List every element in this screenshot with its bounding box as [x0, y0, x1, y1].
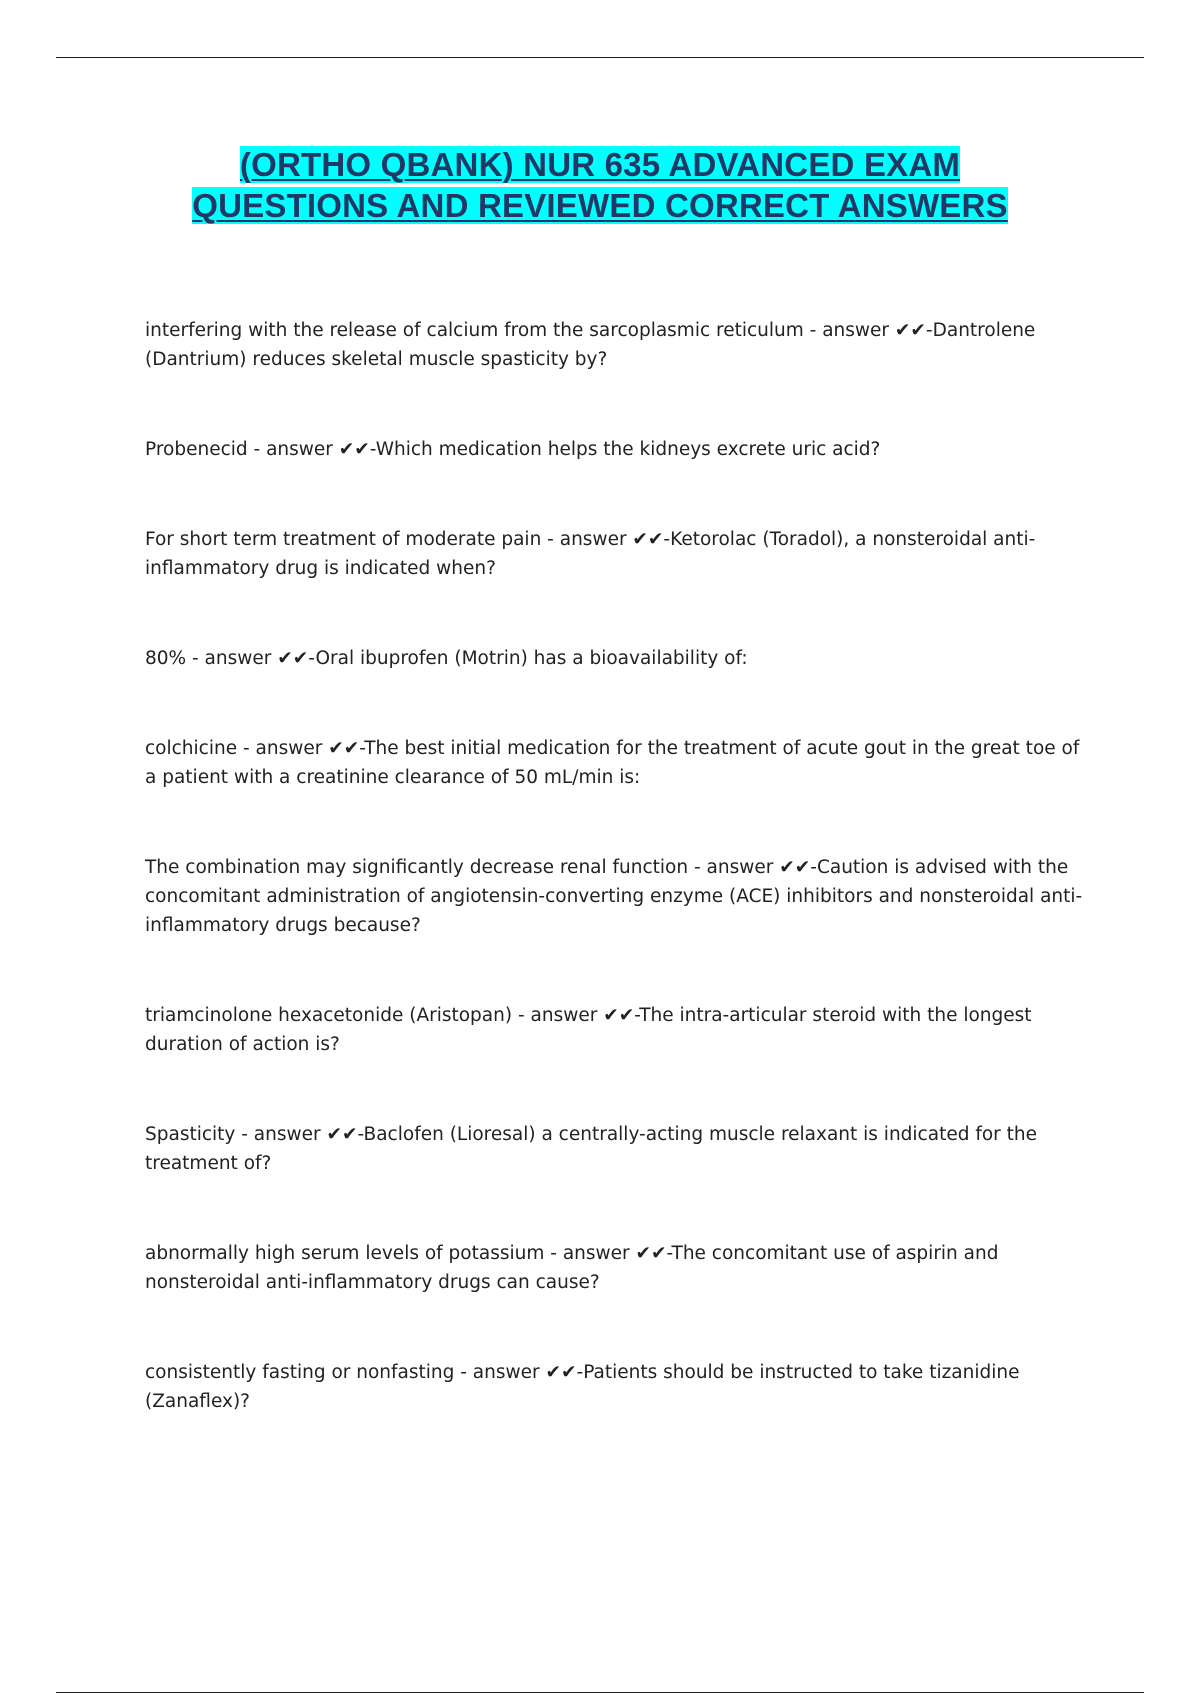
qa-answer: abnormally high serum levels of potassium — [145, 1243, 545, 1264]
qa-item — [145, 435, 1085, 464]
title-line-2: QUESTIONS AND REVIEWED CORRECT ANSWERS — [192, 187, 1008, 224]
qa-question: The best initial medication for the treatment of acute gout in the great toe of a patient with a creatinine clearance of 50 mL/min is: — [145, 738, 1080, 788]
qa-answer: The combination may significantly decrease renal function — [145, 857, 689, 878]
qa-item — [145, 734, 1085, 792]
answer-separator: - answer ✔✔- — [186, 648, 316, 669]
answer-separator: - answer ✔✔- — [541, 529, 671, 550]
answer-separator: - answer ✔✔- — [512, 1005, 640, 1026]
qa-question: Which medication helps the kidneys excrete uric acid? — [375, 439, 881, 460]
qa-item — [145, 1120, 1085, 1178]
qa-item — [145, 316, 1085, 374]
answer-separator: - answer ✔✔- — [688, 857, 817, 878]
header-rule — [56, 57, 1144, 58]
answer-separator: - answer ✔✔- — [237, 738, 365, 759]
qa-question: Oral ibuprofen (Motrin) has a bioavailability of: — [315, 648, 748, 669]
qa-question: The intra-articular steroid with the longest duration of action is? — [145, 1005, 1032, 1055]
answer-separator: - answer ✔✔- — [803, 320, 933, 341]
answer-separator: - answer ✔✔- — [235, 1124, 364, 1145]
answer-separator: - answer ✔✔- — [544, 1243, 672, 1264]
qa-question: Caution is advised with the concomitant administration of angiotensin-converting enzyme (ACE) inhibitors and nonsteroidal anti-inflammatory drugs because? — [145, 857, 1083, 936]
qa-question: Patients should be instructed to take tizanidine (Zanaflex)? — [145, 1362, 1020, 1412]
qa-item — [145, 1239, 1085, 1297]
qa-question: Ketorolac (Toradol), a nonsteroidal anti-inflammatory drug is indicated when? — [145, 529, 1036, 579]
answer-separator: - answer ✔✔- — [247, 439, 376, 460]
qa-question: The concomitant use of aspirin and nonsteroidal anti-inflammatory drugs can cause? — [145, 1243, 999, 1293]
qa-question: Dantrolene (Dantrium) reduces skeletal muscle spasticity by? — [145, 320, 1036, 370]
qa-answer: interfering with the release of calcium from the sarcoplasmic reticulum — [145, 320, 804, 341]
qa-item — [145, 644, 1085, 673]
qa-answer: Probenecid — [145, 439, 248, 460]
qa-answer: triamcinolone hexacetonide (Aristopan) — [145, 1005, 513, 1026]
qa-answer: Spasticity — [145, 1124, 236, 1145]
qa-answer: 80% — [145, 648, 187, 669]
qa-item — [145, 853, 1085, 940]
document-title — [100, 144, 1100, 226]
qa-answer: consistently fasting or nonfasting — [145, 1362, 455, 1383]
qa-item — [145, 1001, 1085, 1059]
qa-item — [145, 525, 1085, 583]
title-line-1: (ORTHO QBANK) NUR 635 ADVANCED EXAM — [239, 146, 961, 183]
qa-list — [145, 316, 1085, 1416]
footer-rule — [56, 1692, 1144, 1693]
qa-item — [145, 1358, 1085, 1416]
qa-question: Baclofen (Lioresal) a centrally-acting muscle relaxant is indicated for the treatment of? — [145, 1124, 1038, 1174]
qa-answer: colchicine — [145, 738, 238, 759]
qa-answer: For short term treatment of moderate pain — [145, 529, 542, 550]
answer-separator: - answer ✔✔- — [454, 1362, 584, 1383]
